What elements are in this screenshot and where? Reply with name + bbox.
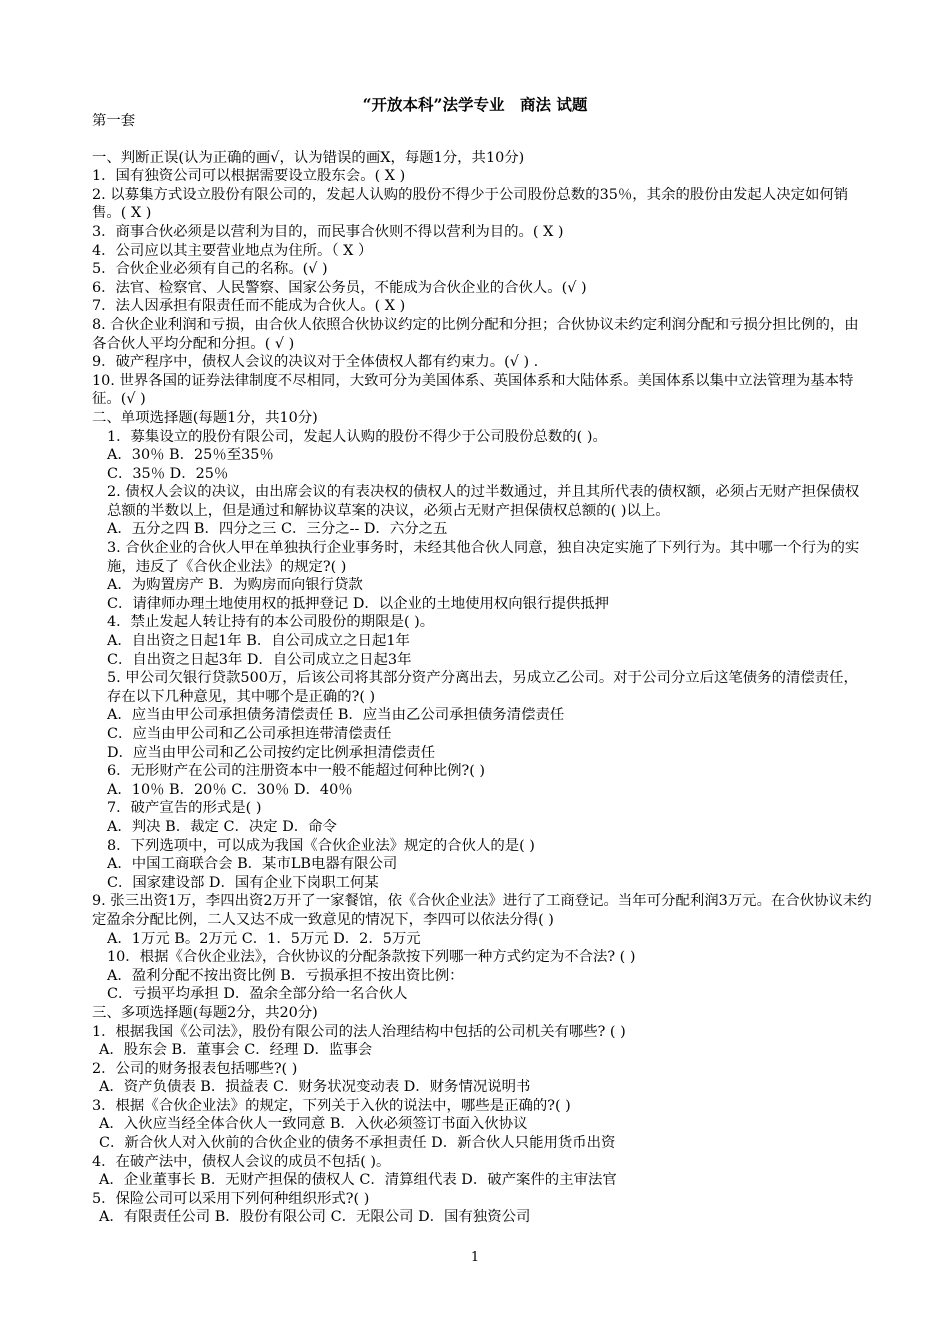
text-line: A．应当由甲公司承担债务清偿责任 B．应当由乙公司承担债务清偿责任 — [107, 707, 565, 724]
text-line: A．企业董事长 B．无财产担保的债权人 C．清算组代表 D．破产案件的主审法官 — [99, 1172, 617, 1189]
text-line: 2．公司的财务报表包括哪些?( ) — [92, 1060, 298, 1077]
text-line: 3. 合伙企业的合伙人甲在单独执行企业事务时，未经其他合伙人同意，独自决定实施了下列行为。其中哪一个行为的实施，违反了《合伙企业法》的规定?( ) — [107, 540, 860, 575]
text-line: A．盈利分配不按出资比例 B．亏损承担不按出资比例： — [107, 967, 464, 984]
text-line: 1．根据我国《公司法》，股份有限公司的法人治理结构中包括的公司机关有哪些? ( ) — [92, 1023, 626, 1040]
text-line: A．判决 B．裁定 C．决定 D．命令 — [107, 818, 337, 835]
blank-line — [92, 131, 872, 149]
text-line: 6．法官、检察官、人民警察、国家公务员，不能成为合伙企业的合伙人。(√ ) — [92, 279, 587, 296]
text-line: 9. 张三出资1万，李四出资2万开了一家餐馆，依《合伙企业法》进行了工商登记。当年可分配利润3万元。在合伙协议未约定盈余分配比例，二人又达不成一致意见的情况下，李四可以依法分得( ) — [92, 893, 872, 928]
text-line: A．为购置房产 B．为购房而向银行贷款 — [107, 577, 363, 594]
text-line: 9．破产程序中，债权人会议的决议对于全体债权人都有约束力。(√ ) . — [92, 354, 539, 371]
text-line: 7．破产宣告的形式是( ) — [107, 800, 262, 817]
text-line: A．有限责任公司 B．股份有限公司 C．无限公司 D．国有独资公司 — [99, 1209, 531, 1226]
text-line: 10．根据《合伙企业法》，合伙协议的分配条款按下列哪一种方式约定为不合法? ( ) — [107, 949, 636, 966]
text-line: 5．保险公司可以采用下列何种组织形式?( ) — [92, 1190, 370, 1207]
text-line: 8．下列选项中，可以成为我国《合伙企业法》规定的合伙人的是( ) — [107, 837, 535, 854]
text-line: 二、单项选择题(每题1分，共10分) — [92, 409, 318, 426]
text-line: 3．商事合伙必须是以营利为目的，而民事合伙则不得以营利为目的。( X ) — [92, 223, 564, 240]
text-line: A．30％ B．25％至35％ — [107, 447, 274, 464]
text-line: A．中国工商联合会 B．某市LB电器有限公司 — [107, 856, 398, 873]
page-number: 1 — [470, 1250, 480, 1265]
text-line: 5．合伙企业必须有自己的名称。(√ ) — [92, 261, 328, 278]
text-line: C．35％ D．25％ — [107, 465, 229, 482]
text-line: 1．募集设立的股份有限公司，发起人认购的股份不得少于公司股份总数的( )。 — [107, 428, 607, 445]
document-title: “开放本科”法学专业 商法 试题 — [362, 95, 588, 114]
text-line: A．入伙应当经全体合伙人一致同意 B．入伙必须签订书面入伙协议 — [99, 1116, 528, 1133]
text-line: 7．法人因承担有限责任而不能成为合伙人。( X ) — [92, 298, 406, 315]
text-line: 一、判断正误(认为正确的画√，认为错误的画X，每题1分，共10分) — [92, 149, 525, 166]
text-line: 4．在破产法中，债权人会议的成员不包括( )。 — [92, 1153, 391, 1170]
text-line: A．资产负债表 B．损益表 C．财务状况变动表 D．财务情况说明书 — [99, 1079, 531, 1096]
text-line: 三、多项选择题(每题2分，共20分) — [92, 1004, 318, 1021]
text-line: 4．禁止发起人转让持有的本公司股份的期限是( )。 — [107, 614, 435, 631]
text-line: C．新合伙人对入伙前的合伙企业的债务不承担责任 D．新合伙人只能用货币出资 — [99, 1135, 616, 1152]
text-line: 5. 甲公司欠银行贷款500万，后该公司将其部分资产分离出去，另成立乙公司。对于公司分立后这笔债务的清偿责任，存在以下几种意见，其中哪个是正确的?( ) — [107, 670, 858, 705]
text-line: 1．国有独资公司可以根据需要设立股东会。( X ) — [92, 168, 406, 185]
text-line: 2. 债权人会议的决议，由出席会议的有表决权的债权人的过半数通过，并且其所代表的债权额，必须占无财产担保债权总额的半数以上，但是通过和解协议草案的决议，必须占无财产担保债权总额的( )以上。 — [107, 484, 860, 519]
text-line: 8. 合伙企业利润和亏损，由合伙人依照合伙协议约定的比例分配和分担；合伙协议未约定利润分配和亏损分担比例的，由各合伙人平均分配和分担。( √ ) — [92, 316, 859, 352]
text-line: C．自出资之日起3年 D．自公司成立之日起3年 — [107, 651, 412, 668]
text-line: 第一套 — [92, 113, 136, 129]
text-line: 6．无形财产在公司的注册资本中一般不能超过何种比例?( ) — [107, 763, 486, 780]
text-line: C．亏损平均承担 D．盈余全部分给一名合伙人 — [107, 986, 408, 1003]
text-line: C．应当由甲公司和乙公司承担连带清偿责任 — [107, 726, 392, 742]
text-line: A．自出资之日起1年 B．自公司成立之日起1年 — [107, 633, 410, 650]
text-line: A．10％ B．20％ C．30％ D．40％ — [107, 781, 353, 798]
text-line: A．股东会 B．董事会 C．经理 D．监事会 — [99, 1042, 373, 1059]
text-line: C．请律师办理土地使用权的抵押登记 D．以企业的土地使用权向银行提供抵押 — [107, 595, 610, 612]
document-body — [92, 112, 872, 1227]
text-line: D．应当由甲公司和乙公司按约定比例承担清偿责任 — [107, 744, 436, 761]
text-line: C．国家建设部 D．国有企业下岗职工何某 — [107, 874, 379, 891]
text-line: 10. 世界各国的证券法律制度不尽相同，大致可分为美国体系、英国体系和大陆体系。美国体系以集中立法管理为基本特征。(√ ) — [92, 372, 854, 408]
text-line: 2. 以募集方式设立股份有限公司的，发起人认购的股份不得少于公司股份总数的35％，其余的股份由发起人决定如何销售。( X ) — [92, 186, 849, 222]
text-line: 3．根据《合伙企业法》的规定，下列关于入伙的说法中，哪些是正确的?( ) — [92, 1097, 571, 1114]
text-line: 4．公司应以其主要营业地点为住所。（ X ） — [92, 242, 373, 259]
text-line: A．五分之四 B．四分之三 C．三分之-- D．六分之五 — [107, 521, 448, 538]
text-line: A．1万元 B。2万元 C．1．5万元 D．2．5万元 — [107, 930, 421, 947]
